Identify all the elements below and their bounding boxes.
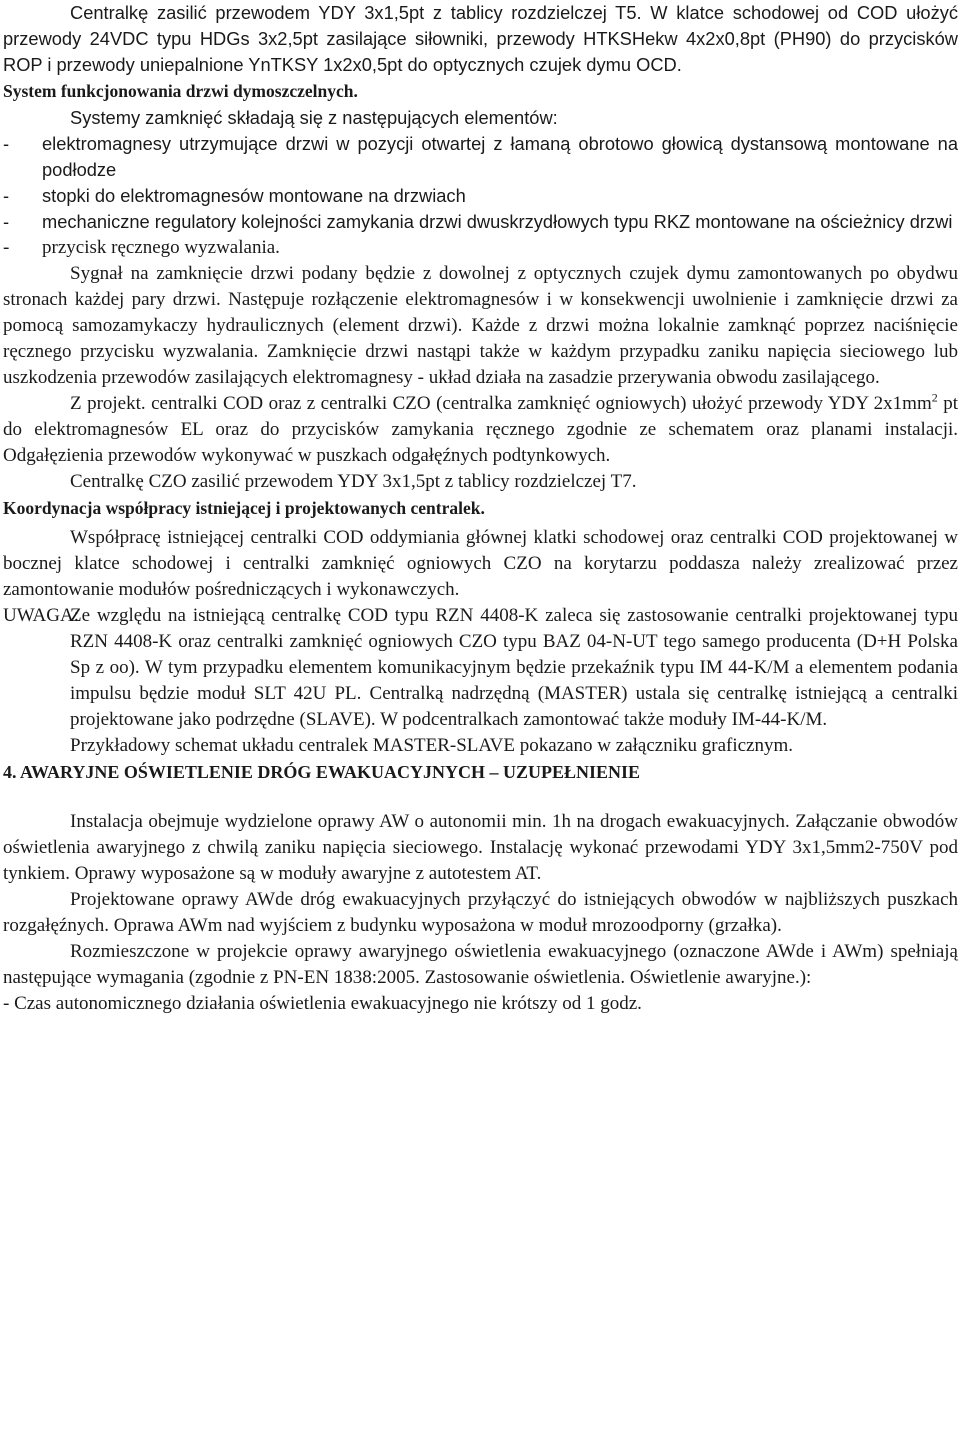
list-dash: - (3, 185, 10, 206)
uwaga-text: Ze względu na istniejącą centralkę COD typu RZN 4408-K zaleca się zastosowanie centralki projektowanej typu RZN 4408-K oraz centralki zamknięć ogniowych CZO typu BAZ 04-N-UT tego samego producenta (D+H Polska Sp z oo). W tym przypadku elementem komunikacyjnym będzie przekaźnik typu IM 44-K/M a elementem podania impulsu będzie moduł SLT 42U PL. Centralką nadrzędną (MASTER) ustala się centralkę istniejącą a centralki projektowane jako podrzędne (SLAVE). W podcentralkach zamontować także moduły IM-44-K/M. (70, 605, 958, 730)
superscript-2: 2 (931, 390, 938, 405)
paragraph-czas: - Czas autonomicznego działania oświetlenia ewakuacyjnego nie krótszy od 1 godz. (3, 993, 642, 1014)
list-item-text: mechaniczne regulatory kolejności zamykania drzwi dwuskrzydłowych typu RKZ montowane na ościeżnicy drzwi (42, 211, 953, 232)
paragraph-projektowane: Projektowane oprawy AWde dróg ewakuacyjnych przyłączyć do istniejących obwodów w najbliższych puszkach rozgałęźnych. Oprawa AWm nad wyjściem z budynku wyposażona w moduł mrozoodporny (grzałka). (3, 889, 958, 936)
list-dash: - (3, 211, 10, 232)
uwaga-schemat: Przykładowy schemat układu centralek MASTER-SLAVE pokazano w załączniku graficznym. (70, 735, 794, 756)
list-item (3, 235, 958, 261)
z-projekt-text-a: Z projekt. centralki COD oraz z centralki CZO (centralka zamknięć ogniowych) ułożyć przewody YDY 2x1mm (70, 393, 932, 414)
paragraph-czo: Centralkę CZO zasilić przewodem YDY 3x1,5pt z tablicy rozdzielczej T7. (70, 471, 637, 492)
paragraph-rozmieszczone: Rozmieszczone w projekcie oprawy awaryjnego oświetlenia ewakuacyjnego (oznaczone AWde i AWm) spełniają następujące wymagania (zgodnie z PN-EN 1838:2005. Zastosowanie oświetlenia. Oświetlenie awaryjne.): (3, 941, 958, 988)
uwaga-label: UWAGA: (3, 605, 79, 626)
heading-koordynacja: Koordynacja współpracy istniejącej i projektowanych centralek. (3, 498, 485, 518)
list-dash: - (3, 237, 10, 258)
heading-section-4: 4. AWARYJNE OŚWIETLENIE DRÓG EWAKUACYJNYCH – UZUPEŁNIENIE (3, 762, 640, 782)
list-dash: - (3, 133, 10, 154)
uwaga-block (3, 603, 958, 759)
heading-system-drzwi: System funkcjonowania drzwi dymoszczelnych. (3, 81, 358, 101)
paragraph-z-projekt (3, 391, 958, 469)
list-item-text: przycisk ręcznego wyzwalania. (42, 237, 280, 258)
list-item (3, 131, 958, 183)
list-item (3, 209, 958, 235)
paragraph-systemy: Systemy zamknięć składają się z następujących elementów: (70, 107, 558, 128)
z-projekt-text-b: pt do elektromagnesów EL oraz do przycisków zamykania ręcznego zgodnie ze schematem oraz planami instalacji. Odgałęzienia przewodów wykonywać w puszkach odgałęźnych podtynkowych. (3, 393, 958, 466)
elements-list (3, 131, 958, 261)
paragraph-intro: Centralkę zasilić przewodem YDY 3x1,5pt z tablicy rozdzielczej T5. W klatce schodowej od COD ułożyć przewody 24VDC typu HDGs 3x2,5pt zasilające siłowniki, przewody HTKSHekw 4x2x0,8pt (PH90) do przycisków ROP i przewody uniepalnione YnTKSY 1x2x0,5pt do optycznych czujek dymu OCD. (3, 2, 958, 75)
uwaga-body (70, 603, 958, 759)
paragraph-instalacja: Instalacja obejmuje wydzielone oprawy AW o autonomii min. 1h na drogach ewakuacyjnych. Załączanie obwodów oświetlenia awaryjnego z chwilą zaniku napięcia sieciowego. Instalację wykonać przewodami YDY 3x1,5mm2-750V pod tynkiem. Oprawy wyposażone są w moduły awaryjne z autotestem AT. (3, 811, 958, 884)
list-item-text: stopki do elektromagnesów montowane na drzwiach (42, 185, 466, 206)
list-item (3, 183, 958, 209)
list-item-text: elektromagnesy utrzymujące drzwi w pozycji otwartej z łamaną obrotowo głowicą dystansową montowane na podłodze (42, 133, 958, 180)
paragraph-sygnal: Sygnał na zamknięcie drzwi podany będzie z dowolnej z optycznych czujek dymu zamontowanych po obydwu stronach każdej pary drzwi. Następuje rozłączenie elektromagnesów i w konsekwencji uwolnienie i zamknięcie drzwi za pomocą samozamykaczy hydraulicznych (element drzwi). Każde z drzwi można lokalnie zamknąć poprzez naciśnięcie ręcznego przycisku wyzwalania. Zamknięcie drzwi nastąpi także w każdym przypadku zaniku napięcia sieciowego lub uszkodzenia przewodów zasilających elektromagnesy - układ działa na zasadzie przerywania obwodu zasilającego. (3, 263, 958, 388)
paragraph-wspolprace: Współpracę istniejącej centralki COD oddymiania głównej klatki schodowej oraz centralki COD projektowanej w bocznej klatce schodowej i centralki zamknięć ogniowych CZO na korytarzu poddasza należy zrealizować przez zamontowanie modułów pośredniczących i wykonawczych. (3, 527, 958, 600)
